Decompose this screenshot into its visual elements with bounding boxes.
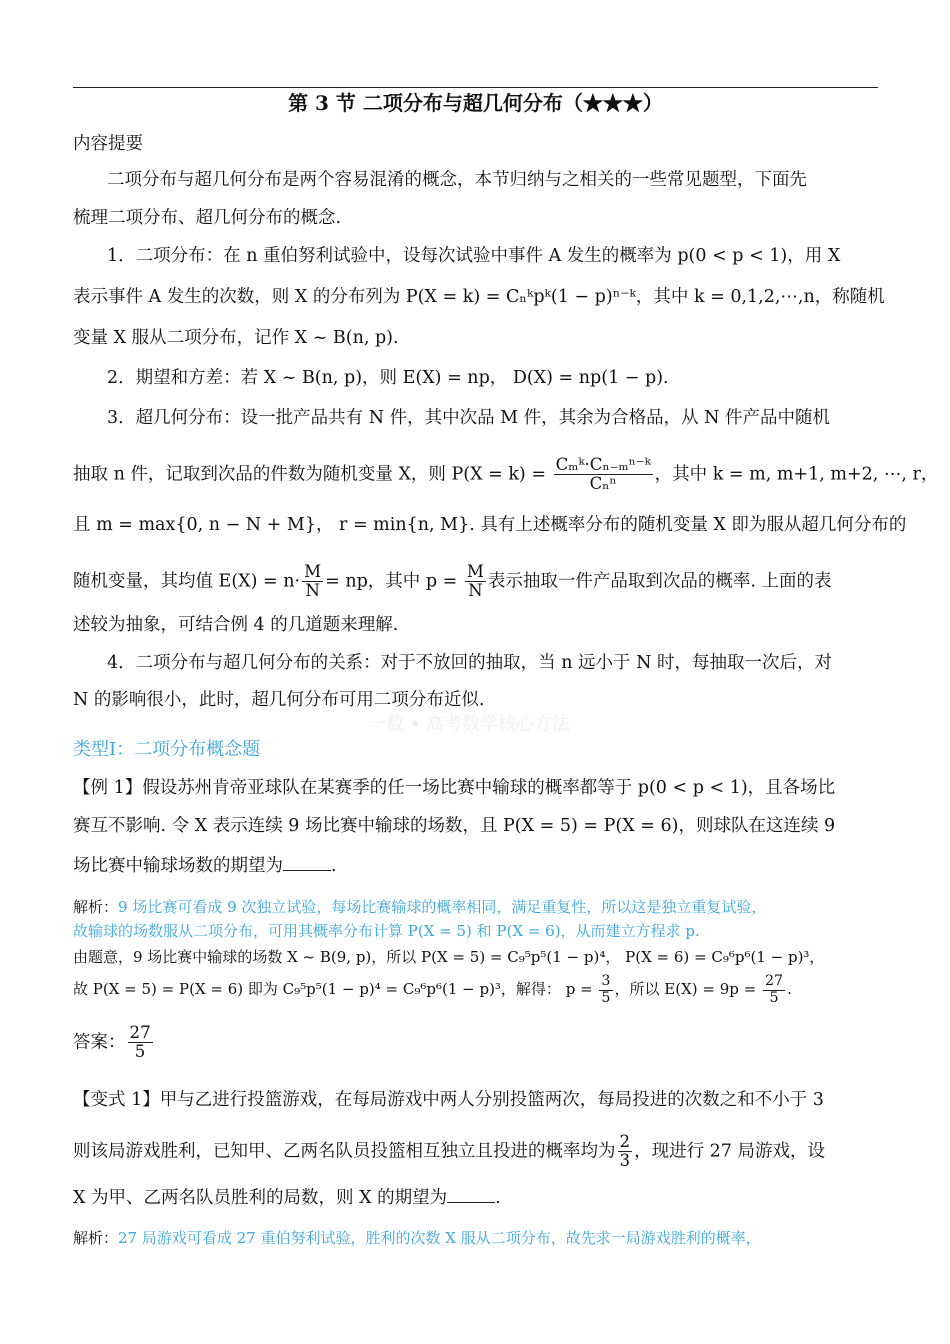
text-segment: ，其中 k = m, m+1, m+2, ⋯, r， bbox=[654, 464, 939, 485]
summary-line bbox=[73, 285, 885, 309]
frac-num: Cₘᵏ·Cₙ₋ₘⁿ⁻ᵏ bbox=[555, 455, 651, 474]
summary-line bbox=[73, 455, 939, 494]
text-segment: 则该局游戏胜利，已知甲、乙两名队员投篮相互独立且投进的概率均为 bbox=[73, 1141, 616, 1162]
text-segment: 二项分布与超几何分布是两个容易混淆的概念，本节归纳与之相关的一些常见题型，下面先 bbox=[107, 170, 807, 190]
frac-num: M bbox=[304, 562, 322, 581]
answer-blank bbox=[283, 854, 331, 871]
text-segment: 赛互不影响. 令 X 表示连续 9 场比赛中输球的场数，且 P(X = 5) = P(X = 6)，则球队在这连续 9 bbox=[73, 816, 836, 836]
frac-num: 3 bbox=[601, 973, 611, 989]
answer-1 bbox=[73, 1024, 878, 1062]
variant1-line bbox=[73, 1186, 878, 1210]
frac-den: Cₙⁿ bbox=[589, 474, 617, 494]
variant1-line bbox=[73, 1088, 878, 1112]
text-segment: 随机变量，其均值 E(X) = n· bbox=[73, 571, 301, 592]
summary-line bbox=[73, 651, 878, 675]
text-segment: 表示抽取一件产品取到次品的概率. 上面的表 bbox=[487, 571, 832, 592]
summary-line bbox=[73, 366, 878, 390]
text-segment: 述较为抽象，可结合例 4 的几道题来理解. bbox=[73, 615, 399, 635]
example1-line bbox=[73, 854, 878, 878]
text-segment: . bbox=[331, 856, 337, 876]
text-segment: 变量 X 服从二项分布，记作 X ~ B(n, p). bbox=[73, 328, 399, 348]
summary-line bbox=[73, 613, 878, 637]
fraction bbox=[618, 1133, 633, 1171]
summary-line bbox=[73, 688, 878, 712]
text-segment: ，现进行 27 局游戏，设 bbox=[634, 1141, 825, 1162]
solution1-step1: 由题意，9 场比赛中输球的场数 X ~ B(9, p)，所以 P(X = 5) = C₉⁵p⁵(1 − p)⁴， P(X = 6) = C₉⁶p⁶(1 − p)³， bbox=[73, 948, 825, 966]
solution-label: 解析： bbox=[73, 1229, 119, 1247]
frac-den: 3 bbox=[619, 1151, 631, 1171]
fraction-ex bbox=[763, 974, 785, 1006]
text-segment: . bbox=[495, 1188, 501, 1208]
step2-text: 故 P(X = 5) = P(X = 6) 即为 C₉⁵p⁵(1 − p)⁴ = C₉⁶p⁶(1 − p)³，解得： p = bbox=[73, 980, 598, 999]
frac-den: N bbox=[468, 581, 483, 601]
text-segment: 场比赛中输球场数的期望为 bbox=[73, 856, 283, 876]
example1-line bbox=[73, 814, 878, 838]
summary-line bbox=[73, 244, 878, 268]
example1-line bbox=[73, 776, 878, 800]
solution-label: 解析： bbox=[73, 898, 119, 916]
solution2-hint bbox=[73, 1226, 878, 1250]
frac-den: 5 bbox=[601, 989, 611, 1006]
text-segment: 1．二项分布：在 n 重伯努利试验中，设每次试验中事件 A 发生的概率为 p(0 < p < 1)，用 X bbox=[107, 246, 841, 266]
text-segment: 3．超几何分布：设一批产品共有 N 件，其中次品 M 件，其余为合格品，从 N 件产品中随机 bbox=[107, 408, 831, 428]
solution1-hint-line1 bbox=[73, 895, 878, 919]
fraction bbox=[302, 563, 323, 601]
summary-line bbox=[73, 168, 878, 192]
text-segment: 4．二项分布与超几何分布的关系：对于不放回的抽取，当 n 远小于 N 时，每抽取一次后，对 bbox=[107, 653, 832, 673]
summary-line bbox=[73, 406, 878, 430]
step2-text: ，所以 E(X) = 9p = bbox=[614, 980, 761, 999]
text-segment: N 的影响很小，此时，超几何分布可用二项分布近似. bbox=[73, 690, 485, 710]
text-segment: = np，其中 p = bbox=[325, 571, 463, 592]
solution1-step2: 故 P(X = 5) = P(X = 6) 即为 C₉⁵p⁵(1 − p)⁴ = C₉⁶p⁶(1 − p)³，解得： p = $\frac{3}{5}$ ，所以 E(X) = 9p = $\frac{27}{5}$ . bbox=[73, 973, 792, 1006]
answer-label: 答案： bbox=[73, 1032, 126, 1053]
text-segment: 且 m = max{0, n − N + M}， r = min{n, M}. 具有上述概率分布的随机变量 X 即为服从超几何分布的 bbox=[73, 515, 907, 535]
frac-den: 5 bbox=[134, 1042, 146, 1062]
frac-num: 27 bbox=[129, 1023, 151, 1042]
fraction-p bbox=[599, 974, 612, 1006]
frac-den: 5 bbox=[769, 989, 779, 1006]
fraction bbox=[554, 456, 653, 494]
text-segment: 【变式 1】甲与乙进行投篮游戏，在每局游戏中两人分别投篮两次，每局投进的次数之和不小于 3 bbox=[73, 1090, 824, 1110]
text-segment: 2．期望和方差：若 X ~ B(n, p)，则 E(X) = np， D(X) = np(1 − p). bbox=[107, 368, 669, 388]
summary-heading: 内容提要 bbox=[73, 134, 143, 154]
solution-hint: 9 场比赛可看成 9 次独立试验，每场比赛输球的概率相同，满足重复性，所以这是独立重复试验， bbox=[118, 898, 767, 916]
text-segment: X 为甲、乙两名队员胜利的局数，则 X 的期望为 bbox=[73, 1188, 448, 1208]
text-segment: 梳理二项分布、超几何分布的概念. bbox=[73, 208, 342, 228]
answer-fraction bbox=[128, 1024, 153, 1062]
summary-line bbox=[73, 206, 878, 230]
summary-line bbox=[73, 326, 878, 350]
answer-blank bbox=[447, 1186, 495, 1203]
frac-num: 2 bbox=[619, 1132, 631, 1151]
frac-num: M bbox=[466, 562, 484, 581]
type1-heading: 类型Ⅰ：二项分布概念题 bbox=[73, 739, 261, 760]
summary-line bbox=[73, 563, 878, 601]
solution1-hint-line2: 故输球的场数服从二项分布，可用其概率分布计算 P(X = 5) 和 P(X = 6)，从而建立方程求 p. bbox=[73, 922, 700, 940]
page-title: 第 3 节 二项分布与超几何分布（★★★） bbox=[288, 91, 663, 115]
header-rule bbox=[73, 87, 878, 88]
variant1-line bbox=[73, 1133, 878, 1171]
solution-hint: 27 局游戏可看成 27 重伯努利试验，胜利的次数 X 服从二项分布，故先求一局游戏胜利的概率， bbox=[118, 1229, 761, 1247]
fraction bbox=[465, 563, 486, 601]
watermark: 一数 • 高考数学核心方法 bbox=[368, 714, 571, 735]
text-segment: 表示事件 A 发生的次数，则 X 的分布列为 P(X = k) = Cₙᵏpᵏ(1 − p)ⁿ⁻ᵏ，其中 k = 0,1,2,⋯,n，称随机 bbox=[73, 287, 885, 307]
text-segment: 抽取 n 件，记取到次品的件数为随机变量 X，则 P(X = k) = bbox=[73, 464, 552, 485]
summary-line bbox=[73, 513, 907, 537]
frac-den: N bbox=[305, 581, 320, 601]
frac-num: 27 bbox=[764, 973, 784, 989]
text-segment: 【例 1】假设苏州肯帝亚球队在某赛季的任一场比赛中输球的概率都等于 p(0 < p < 1)，且各场比 bbox=[73, 778, 836, 798]
